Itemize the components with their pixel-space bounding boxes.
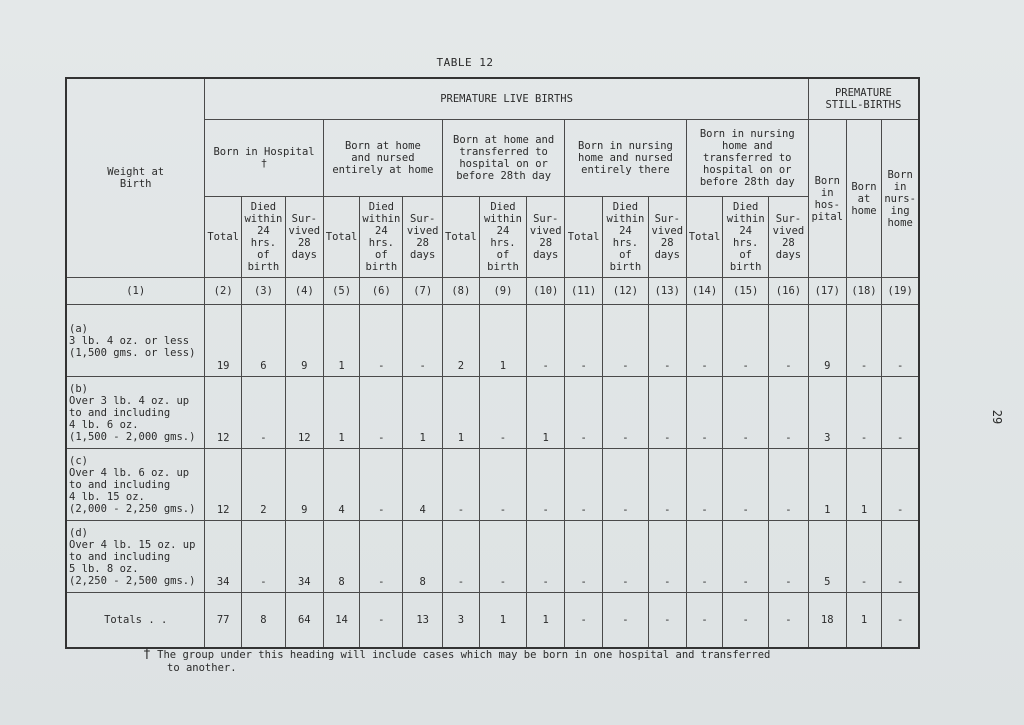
table-cell: -: [403, 305, 443, 377]
table-cell: 1: [443, 377, 480, 449]
header-group-nursing-transferred: Born in nursing home and transferred to hospital on or before 28th day: [686, 120, 808, 197]
header-still-nursing-home: Born in nurs- ing home: [882, 120, 919, 278]
table-cell: -: [241, 521, 285, 593]
table-cell: 9: [808, 305, 846, 377]
table-cell: 34: [205, 521, 242, 593]
totals-cell: 1: [527, 593, 565, 649]
header-total: Total: [205, 197, 242, 278]
table-title: TABLE 12: [436, 56, 494, 69]
table-row: [66, 305, 919, 377]
totals-cell: -: [648, 593, 686, 649]
table-cell: 9: [285, 305, 323, 377]
page-number: 29: [989, 409, 1004, 425]
column-number: (16): [769, 278, 809, 305]
row-label: (d) Over 4 lb. 15 oz. up to and including 5 lb. 8 oz. (2,250 - 2,500 gms.): [66, 521, 205, 593]
header-total: Total: [565, 197, 603, 278]
table-cell: -: [527, 521, 565, 593]
column-number: (3): [241, 278, 285, 305]
table-cell: -: [360, 305, 403, 377]
table-cell: -: [686, 305, 723, 377]
table-cell: 3: [808, 377, 846, 449]
data-table: [65, 77, 920, 649]
column-number: (5): [323, 278, 360, 305]
column-number: (10): [527, 278, 565, 305]
header-survived: Sur- vived 28 days: [403, 197, 443, 278]
header-total: Total: [443, 197, 480, 278]
table-cell: 5: [808, 521, 846, 593]
column-number: (15): [723, 278, 769, 305]
table-cell: -: [648, 305, 686, 377]
table-cell: -: [527, 449, 565, 521]
column-number: (14): [686, 278, 723, 305]
column-number: (2): [205, 278, 242, 305]
totals-cell: 14: [323, 593, 360, 649]
table-cell: -: [479, 377, 527, 449]
column-number: (11): [565, 278, 603, 305]
table-cell: -: [846, 521, 882, 593]
column-number: (6): [360, 278, 403, 305]
column-number: (13): [648, 278, 686, 305]
totals-cell: 1: [846, 593, 882, 649]
table-cell: -: [882, 521, 919, 593]
table-cell: -: [603, 449, 649, 521]
totals-cell: -: [603, 593, 649, 649]
table-cell: 4: [403, 449, 443, 521]
table-cell: -: [882, 377, 919, 449]
column-number: (12): [603, 278, 649, 305]
header-survived: Sur- vived 28 days: [769, 197, 809, 278]
row-label: (c) Over 4 lb. 6 oz. up to and including 4 lb. 15 oz. (2,000 - 2,250 gms.): [66, 449, 205, 521]
table-cell: 19: [205, 305, 242, 377]
table-cell: 12: [205, 449, 242, 521]
table-cell: -: [648, 449, 686, 521]
header-total: Total: [323, 197, 360, 278]
table-cell: -: [769, 377, 809, 449]
header-died: Died within 24 hrs. of birth: [603, 197, 649, 278]
header-weight-at-birth: Weight at Birth: [66, 78, 205, 278]
totals-cell: -: [882, 593, 919, 649]
table-cell: 12: [205, 377, 242, 449]
totals-cell: -: [769, 593, 809, 649]
column-number: (4): [285, 278, 323, 305]
header-premature-live-births: PREMATURE LIVE BIRTHS: [205, 78, 808, 120]
totals-cell: 3: [443, 593, 480, 649]
table-cell: 1: [808, 449, 846, 521]
table-cell: 1: [403, 377, 443, 449]
footnote-line-1: The group under this heading will include cases which may be born in one hospital and transferred: [157, 649, 771, 661]
table-cell: -: [360, 449, 403, 521]
table-cell: 8: [323, 521, 360, 593]
dagger-mark: †: [143, 647, 151, 662]
header-row-1: [66, 78, 919, 120]
column-number: (9): [479, 278, 527, 305]
totals-cell: -: [723, 593, 769, 649]
table-cell: -: [443, 521, 480, 593]
totals-label: Totals . .: [66, 593, 205, 649]
header-total: Total: [686, 197, 723, 278]
table-cell: -: [769, 305, 809, 377]
totals-cell: 13: [403, 593, 443, 649]
table-cell: 1: [527, 377, 565, 449]
table-cell: -: [846, 377, 882, 449]
table-cell: -: [723, 521, 769, 593]
header-group-home-transferred: Born at home and transferred to hospital on or before 28th day: [443, 120, 565, 197]
table-cell: -: [527, 305, 565, 377]
table-cell: -: [360, 521, 403, 593]
totals-cell: 64: [285, 593, 323, 649]
header-survived: Sur- vived 28 days: [285, 197, 323, 278]
table-row: [66, 377, 919, 449]
table-cell: 1: [323, 305, 360, 377]
totals-cell: 1: [479, 593, 527, 649]
table-row: [66, 449, 919, 521]
table-cell: 12: [285, 377, 323, 449]
table-cell: -: [603, 377, 649, 449]
table-cell: 2: [443, 305, 480, 377]
column-number: (18): [846, 278, 882, 305]
table-cell: -: [565, 305, 603, 377]
header-died: Died within 24 hrs. of birth: [241, 197, 285, 278]
table-cell: -: [846, 305, 882, 377]
table-body: [66, 305, 919, 593]
header-still-hospital: Born in hos- pital: [808, 120, 846, 278]
table-cell: -: [769, 521, 809, 593]
table-cell: 1: [323, 377, 360, 449]
table-cell: 1: [479, 305, 527, 377]
totals-cell: -: [565, 593, 603, 649]
header-group-nursing-home: Born in nursing home and nursed entirely there: [565, 120, 687, 197]
table-row: [66, 521, 919, 593]
table-cell: -: [723, 305, 769, 377]
header-still-home: Born at home: [846, 120, 882, 278]
row-label: (a) 3 lb. 4 oz. or less (1,500 gms. or less): [66, 305, 205, 377]
table-cell: -: [882, 305, 919, 377]
column-number: (1): [66, 278, 205, 305]
header-died: Died within 24 hrs. of birth: [723, 197, 769, 278]
table-cell: -: [565, 521, 603, 593]
table-cell: -: [479, 521, 527, 593]
table-cell: -: [882, 449, 919, 521]
table-cell: -: [648, 521, 686, 593]
table-cell: 4: [323, 449, 360, 521]
table-cell: -: [686, 521, 723, 593]
column-number: (8): [443, 278, 480, 305]
table-cell: -: [565, 449, 603, 521]
table-cell: 34: [285, 521, 323, 593]
column-number: (7): [403, 278, 443, 305]
totals-row: [66, 593, 919, 649]
table-cell: -: [769, 449, 809, 521]
table-cell: 6: [241, 305, 285, 377]
table-cell: -: [565, 377, 603, 449]
table-cell: -: [479, 449, 527, 521]
row-label: (b) Over 3 lb. 4 oz. up to and including 4 lb. 6 oz. (1,500 - 2,000 gms.): [66, 377, 205, 449]
header-survived: Sur- vived 28 days: [527, 197, 565, 278]
header-died: Died within 24 hrs. of birth: [360, 197, 403, 278]
header-premature-still-births: PREMATURE STILL-BIRTHS: [808, 78, 919, 120]
table-cell: -: [686, 377, 723, 449]
column-number-row: [66, 278, 919, 305]
totals-cell: 18: [808, 593, 846, 649]
table-cell: -: [723, 449, 769, 521]
footnote-line-2: to another.: [167, 662, 237, 674]
totals-cell: -: [686, 593, 723, 649]
table-cell: -: [360, 377, 403, 449]
table-cell: -: [648, 377, 686, 449]
table-cell: 1: [846, 449, 882, 521]
column-number: (17): [808, 278, 846, 305]
table-cell: -: [603, 521, 649, 593]
table-cell: -: [443, 449, 480, 521]
totals-cell: 8: [241, 593, 285, 649]
totals-cell: -: [360, 593, 403, 649]
header-survived: Sur- vived 28 days: [648, 197, 686, 278]
header-died: Died within 24 hrs. of birth: [479, 197, 527, 278]
table-cell: -: [241, 377, 285, 449]
table-cell: -: [723, 377, 769, 449]
header-group-born-at-home: Born at home and nursed entirely at home: [323, 120, 442, 197]
table-cell: -: [603, 305, 649, 377]
table-cell: 9: [285, 449, 323, 521]
table-cell: -: [686, 449, 723, 521]
table-cell: 8: [403, 521, 443, 593]
header-group-born-in-hospital: Born in Hospital †: [205, 120, 323, 197]
column-number: (19): [882, 278, 919, 305]
footnote: [143, 648, 843, 675]
table-cell: 2: [241, 449, 285, 521]
totals-cell: 77: [205, 593, 242, 649]
